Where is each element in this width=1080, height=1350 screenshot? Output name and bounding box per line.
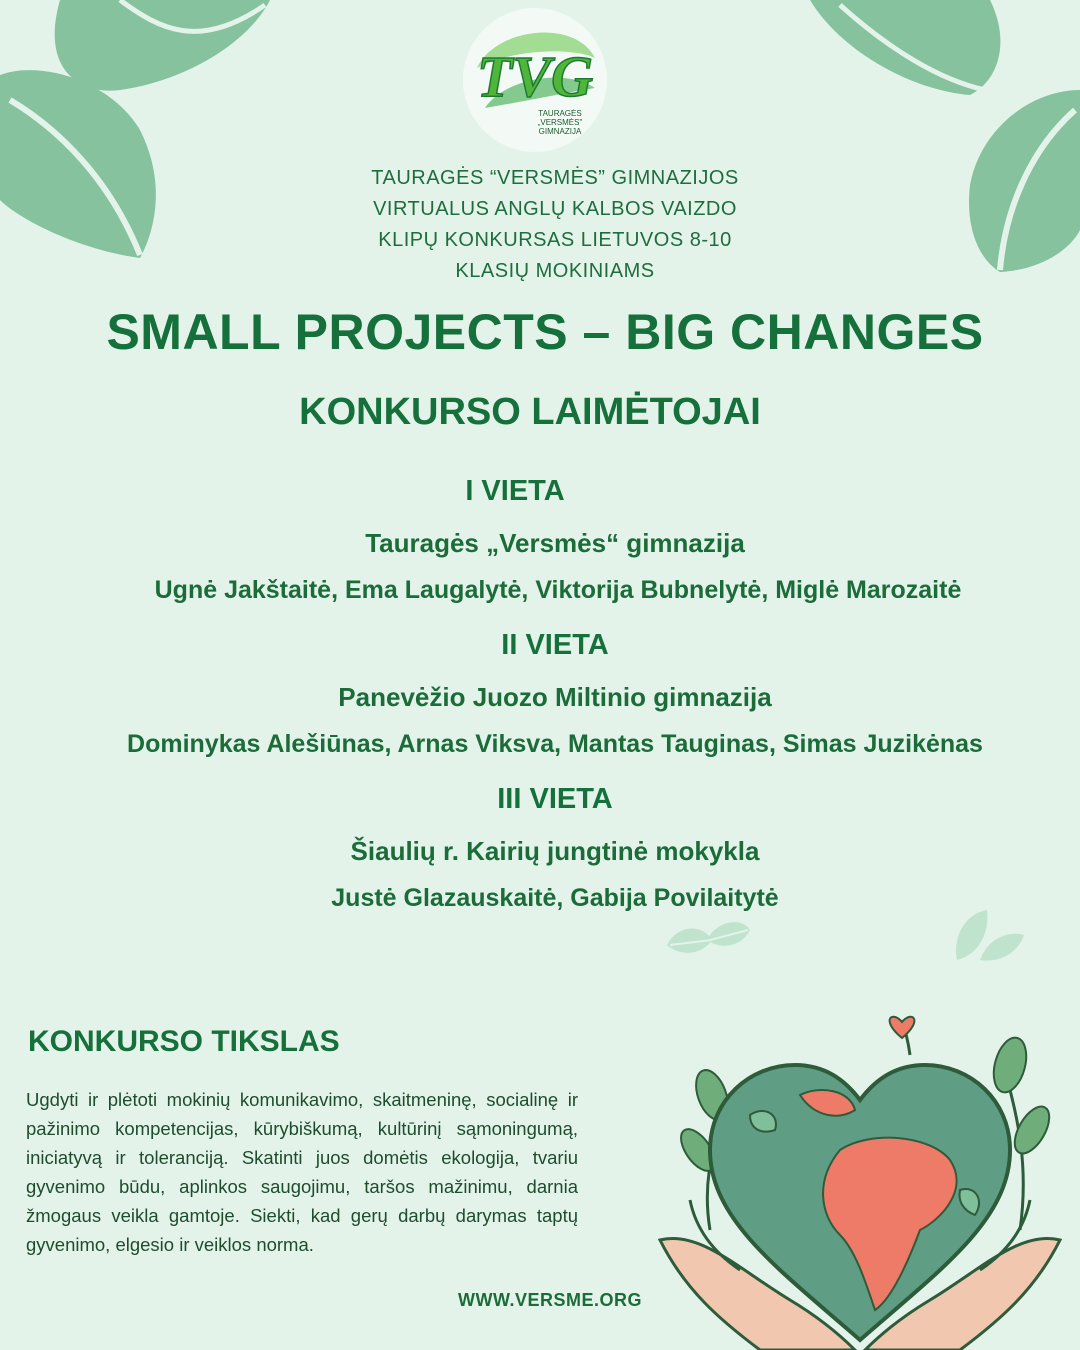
school-logo — [455, 8, 615, 156]
intro-line-2: VIRTUALUS ANGLŲ KALBOS VAIZDO — [373, 198, 737, 220]
goal-heading: KONKURSO TIKSLAS — [28, 1025, 340, 1058]
place-2-names: Dominykas Alešiūnas, Arnas Viksva, Mantas Tauginas, Simas Juzikėnas — [127, 730, 983, 758]
place-1-names: Ugnė Jakštaitė, Ema Laugalytė, Viktorija Bubnelytė, Miglė Marozaitė — [154, 576, 962, 604]
website-link[interactable]: WWW.VERSME.ORG — [458, 1290, 642, 1310]
goal-text: Ugdyti ir plėtoti mokinių komunikavimo, skaitmeninę, socialinę ir pažinimo kompetencijas, kūrybiškumą, kultūrinį sąmoningumą, iniciatyvą ir toleranciją. Skatinti juos domėtis ekologija, tvariu gyvenimo būdu, aplinkos saugojimu, taršos mažinimu, darnia žmogaus veikla gamtoje. Siekti, kad gerų darbų darymas taptų gyvenimo, elgesio ir veiklos norma. — [26, 1089, 578, 1255]
intro-line-4: KLASIŲ MOKINIAMS — [455, 260, 655, 282]
intro-line-1: TAURAGĖS “VERSMĖS” GIMNAZIJOS — [371, 167, 739, 189]
winners-heading: KONKURSO LAIMĖTOJAI — [299, 391, 761, 433]
place-2-school: Panevėžio Juozo Miltinio gimnazija — [338, 682, 772, 712]
place-3-names: Justė Glazauskaitė, Gabija Povilaitytė — [331, 884, 779, 912]
small-leaves-left-icon — [662, 915, 752, 970]
main-title: SMALL PROJECTS – BIG CHANGES — [106, 304, 984, 360]
small-leaves-right-icon — [952, 905, 1027, 965]
logo-caption-1: TAURAGĖS — [538, 109, 582, 118]
place-2-heading: II VIETA — [501, 629, 609, 661]
place-1-school: Tauragės „Versmės“ gimnazija — [365, 528, 745, 558]
intro-line-3: KLIPŲ KONKURSAS LIETUVOS 8-10 — [378, 229, 732, 251]
logo-caption-3: GIMNAZIJA — [538, 127, 582, 136]
logo-monogram: TVG — [477, 44, 593, 109]
place-3-heading: III VIETA — [497, 783, 613, 815]
place-1-heading: I VIETA — [465, 475, 565, 507]
logo-caption-2: „VERSMĖS" — [537, 118, 583, 127]
place-3-school: Šiaulių r. Kairių jungtinė mokykla — [350, 836, 760, 866]
earth-heart-hands-icon — [640, 1000, 1080, 1350]
